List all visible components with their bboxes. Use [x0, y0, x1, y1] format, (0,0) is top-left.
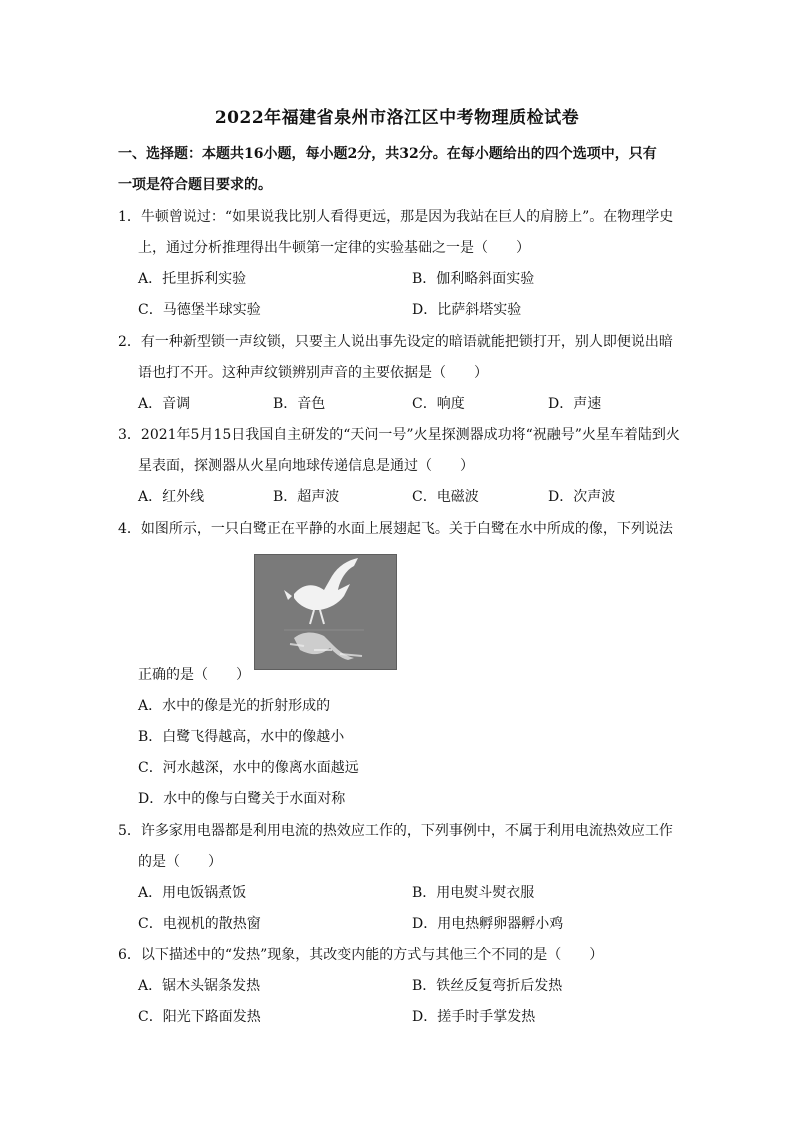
question-1-option-c: C．马德堡半球实验 [138, 302, 261, 318]
question-3-line1: 3．2021年5月15日我国自主研发的“天问一号”火星探测器成功将“祝融号”火星车着陆到火 [118, 427, 680, 443]
question-5-option-d: D．用电热孵卵器孵小鸡 [412, 916, 564, 932]
question-1-line2: 上，通过分析推理得出牛顿第一定律的实验基础之一是（ ） [138, 240, 530, 256]
question-2-option-c: C．响度 [412, 396, 465, 412]
question-4-line1: 4．如图所示，一只白鹭正在平静的水面上展翅起飞。关于白鹭在水中所成的像，下列说法 [118, 521, 673, 537]
question-6-option-b: B．铁丝反复弯折后发热 [412, 978, 563, 994]
question-1-option-a: A．托里拆利实验 [138, 271, 247, 287]
question-5-line2: 的是（ ） [138, 854, 222, 870]
question-4-option-d: D．水中的像与白鹭关于水面对称 [138, 791, 346, 807]
question-4-line2: 正确的是（ ） [138, 667, 250, 683]
question-2-option-d: D．声速 [548, 396, 602, 412]
question-4-option-b: B．白鹭飞得越高，水中的像越小 [138, 729, 345, 745]
question-5-option-c: C．电视机的散热窗 [138, 916, 261, 932]
question-1-option-b: B．伽利略斜面实验 [412, 271, 535, 287]
egret-water-image [254, 554, 397, 670]
question-2-line1: 2．有一种新型锁一声纹锁，只要主人说出事先设定的暗语就能把锁打开，别人即便说出暗 [118, 334, 673, 350]
egret-reflection-illustration [254, 554, 397, 670]
question-3-option-c: C．电磁波 [412, 489, 479, 505]
question-3-line2: 星表面，探测器从火星向地球传递信息是通过（ ） [138, 458, 474, 474]
question-2-option-a: A．音调 [138, 396, 191, 412]
question-6-option-a: A．锯木头锯条发热 [138, 978, 261, 994]
section-header-line1: 一、选择题：本题共16小题，每小题2分，共32分。在每小题给出的四个选项中，只有 [118, 146, 657, 162]
question-5-option-b: B．用电熨斗熨衣服 [412, 885, 535, 901]
question-6-line1: 6．以下描述中的“发热”现象，其改变内能的方式与其他三个不同的是（ ） [118, 947, 604, 963]
question-3-option-b: B．超声波 [273, 489, 340, 505]
question-2-line2: 语也打不开。这种声纹锁辨别声音的主要依据是（ ） [138, 365, 488, 381]
question-5-option-a: A．用电饭锅煮饭 [138, 885, 247, 901]
question-6-option-c: C．阳光下路面发热 [138, 1009, 261, 1025]
page-title: 2022年福建省泉州市洛江区中考物理质检试卷 [214, 108, 580, 128]
section-header-line2: 一项是符合题目要求的。 [118, 177, 272, 193]
question-3-option-d: D．次声波 [548, 489, 616, 505]
question-4-option-c: C．河水越深，水中的像离水面越远 [138, 760, 359, 776]
question-5-line1: 5．许多家用电器都是利用电流的热效应工作的，下列事例中，不属于利用电流热效应工作 [118, 823, 673, 839]
question-6-option-d: D．搓手时手掌发热 [412, 1009, 536, 1025]
question-1-line1: 1．牛顿曾说过：“如果说我比别人看得更远，那是因为我站在巨人的肩膀上”。在物理学史 [118, 209, 674, 225]
question-3-option-a: A．红外线 [138, 489, 205, 505]
question-4-option-a: A．水中的像是光的折射形成的 [138, 698, 331, 714]
question-2-option-b: B．音色 [273, 396, 326, 412]
question-1-option-d: D．比萨斜塔实验 [412, 302, 522, 318]
